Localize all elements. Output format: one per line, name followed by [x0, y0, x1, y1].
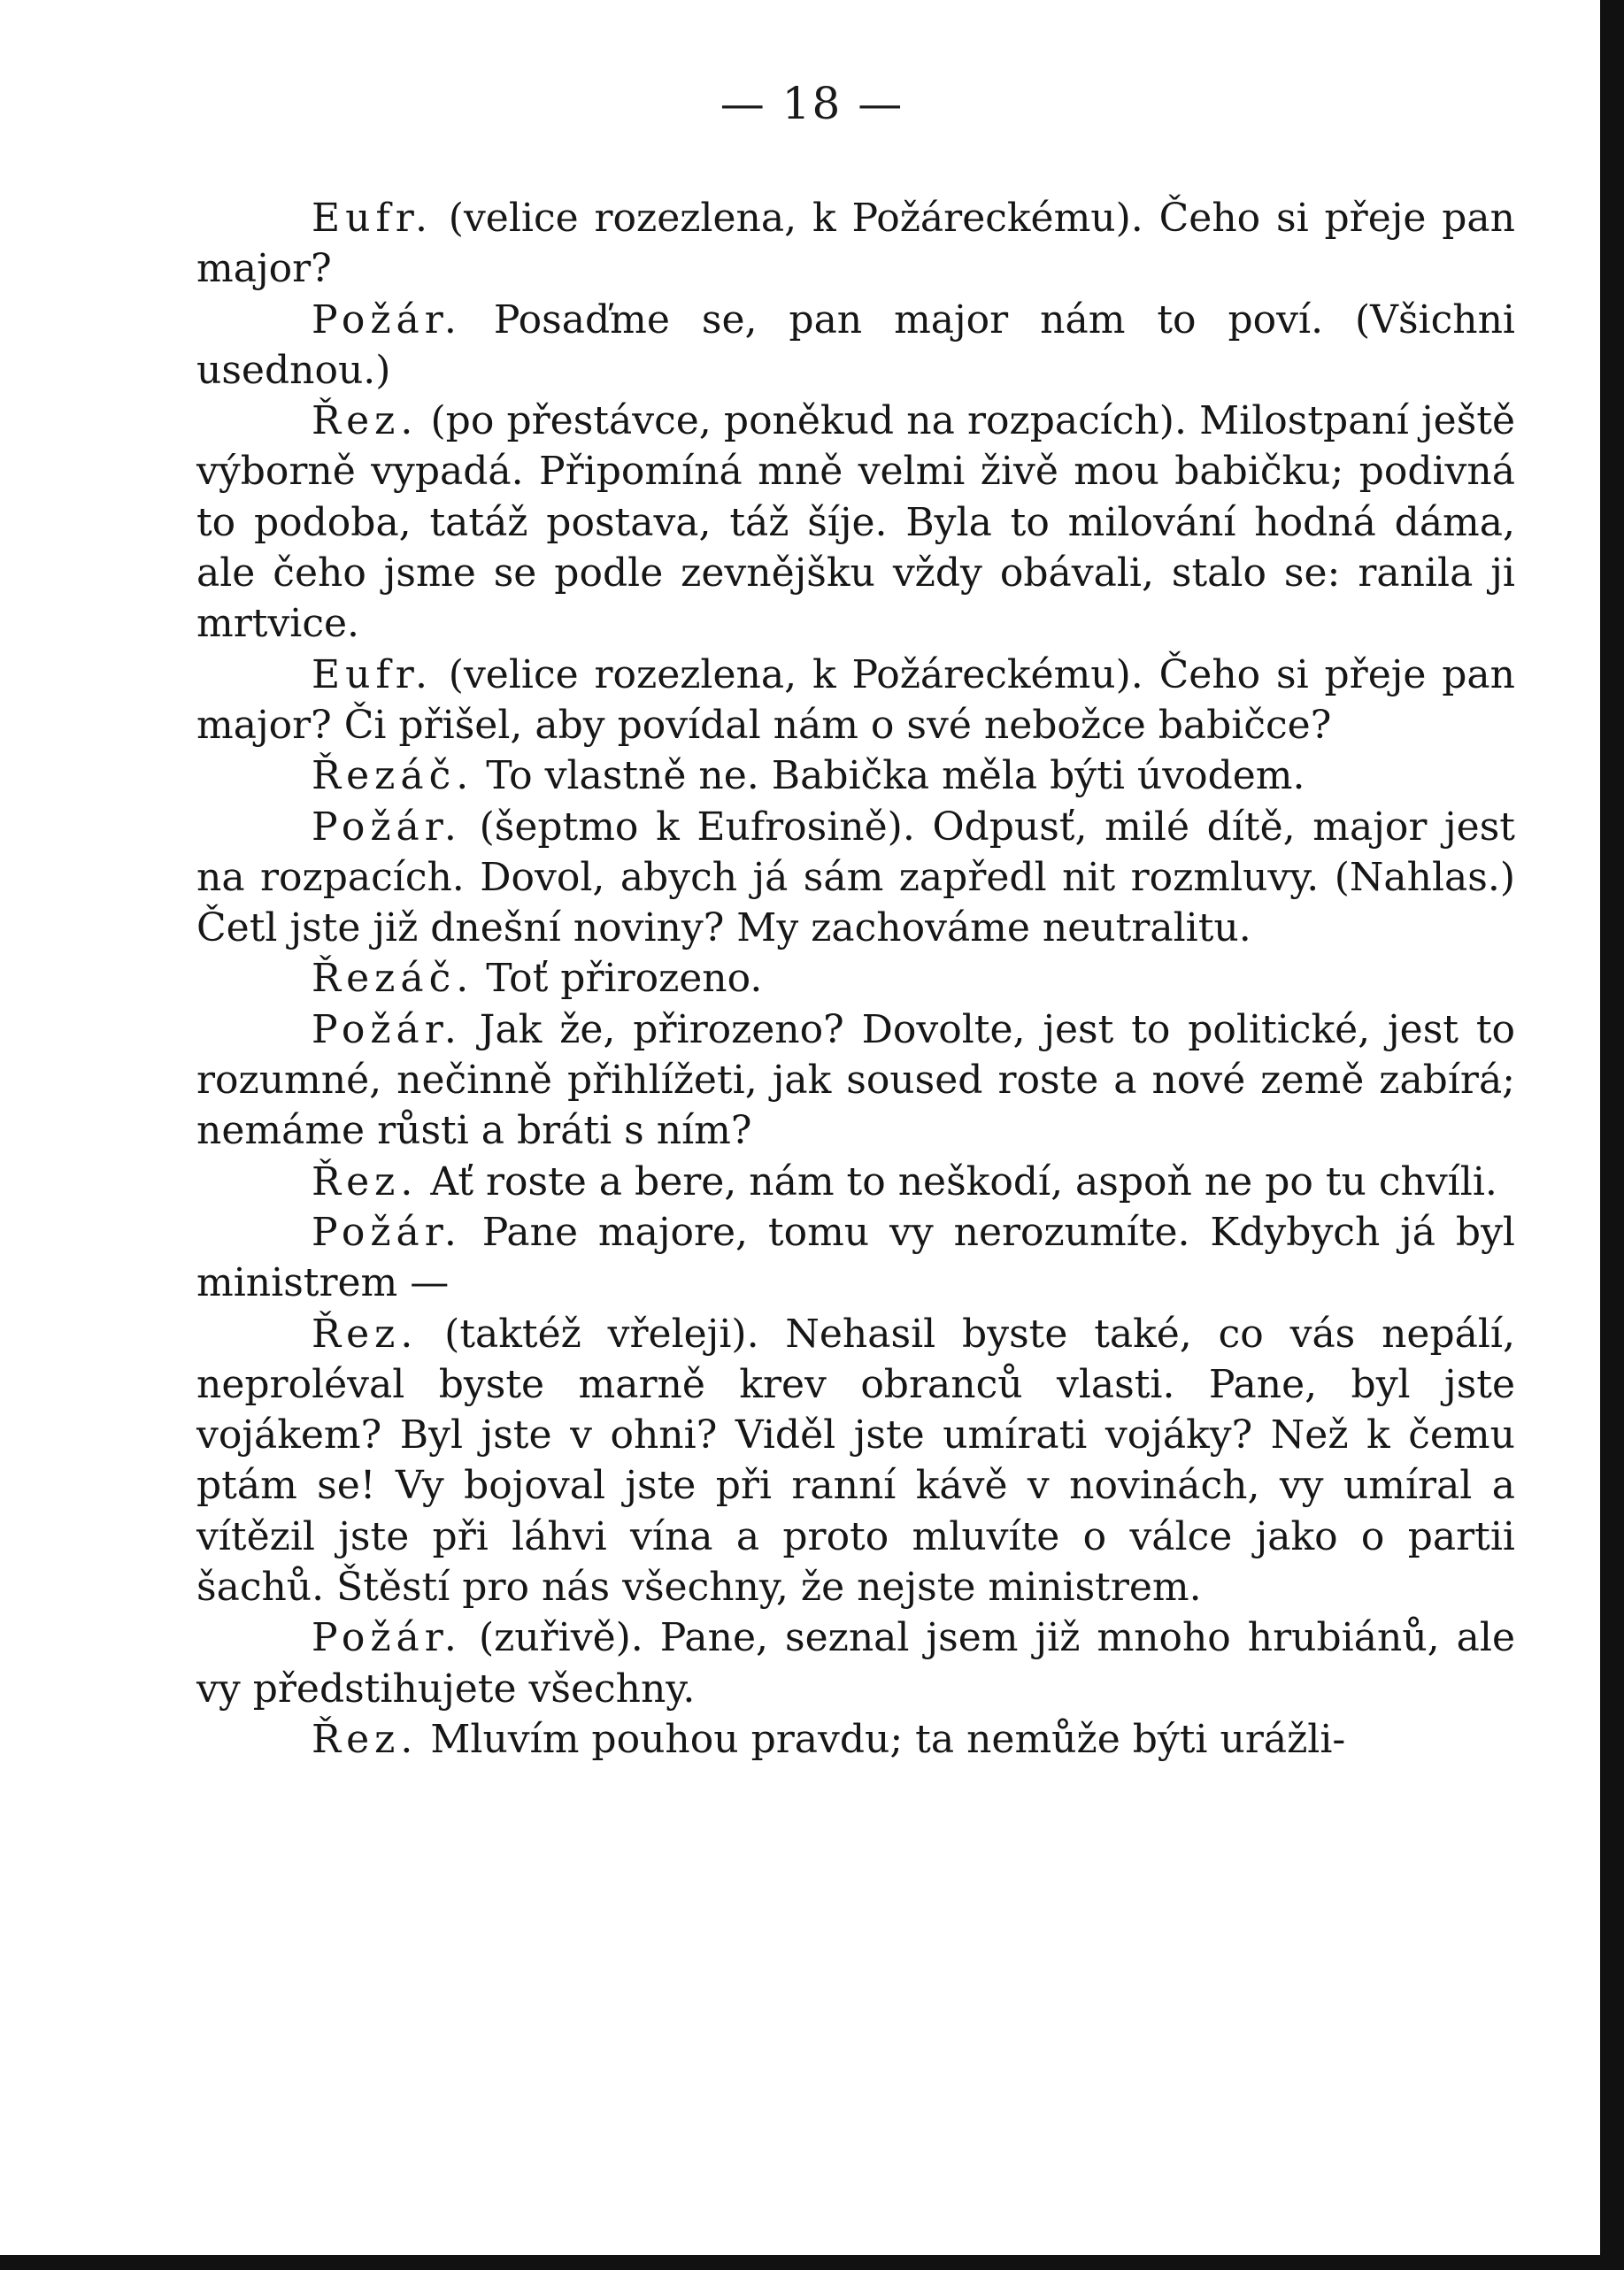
- paragraph-text: (taktéž vřeleji). Nehasil byste také, co vás nepálí, neproléval byste marně krev obranců vlasti. Pane, byl jste vojákem? Byl jste v ohni? Viděl jste umírati vojáky? Než k čemu ptám se! Vy bojoval jste při ranní kávě v novinách, vy umíral a vítězil jste při láhvi vína a proto mluvíte o válce jako o partii šachů. Štěstí pro nás všechny, že nejste ministrem.: [196, 1311, 1515, 1611]
- dialogue-paragraph: [196, 1714, 1515, 1765]
- speaker-name: Řez.: [312, 1311, 419, 1357]
- scan-border-right: [1600, 0, 1624, 2270]
- speaker-name: Požár.: [312, 296, 462, 342]
- paragraph-text: Pane majore, tomu vy nerozumíte. Kdybych já byl ministrem —: [196, 1209, 1515, 1306]
- paragraph-text: Mluvím pouhou pravdu; ta nemůže býti urážli-: [418, 1716, 1346, 1762]
- speaker-name: Požár.: [312, 1006, 462, 1052]
- dialogue-paragraph: [196, 295, 1515, 396]
- speaker-name: Řez.: [312, 398, 419, 444]
- dialogue-paragraph: [196, 650, 1515, 751]
- paragraph-text: Jak že, přirozeno? Dovolte, jest to politické, jest to rozumné, nečinně přihlížeti, jak soused roste a nové země zabírá; nemáme růsti a bráti s ním?: [196, 1006, 1515, 1154]
- paragraph-text: (velice rozezlena, k Požáreckému). Čeho si přeje pan major?: [196, 196, 1515, 292]
- speaker-name: Řez.: [312, 1716, 419, 1762]
- paragraph-text: Ať roste a bere, nám to neškodí, aspoň ne po tu chvíli.: [418, 1158, 1497, 1204]
- dialogue-paragraph: [196, 1157, 1515, 1207]
- dialogue-text: [196, 193, 1515, 1765]
- dialogue-paragraph: [196, 750, 1515, 801]
- dialogue-paragraph: [196, 1207, 1515, 1309]
- speaker-name: Eufr.: [312, 196, 433, 241]
- speaker-name: Požár.: [312, 804, 462, 850]
- dialogue-paragraph: [196, 802, 1515, 954]
- scan-border-bottom: [0, 2255, 1624, 2270]
- speaker-name: Řezáč.: [312, 956, 474, 1002]
- paragraph-text: Posaďme se, pan major nám to poví. (Všichni usednou.): [196, 296, 1515, 393]
- paragraph-text: To vlastně ne. Babička měla býti úvodem.: [473, 753, 1305, 799]
- speaker-name: Požár.: [312, 1615, 462, 1661]
- dialogue-paragraph: [196, 396, 1515, 649]
- dialogue-paragraph: [196, 1612, 1515, 1714]
- paragraph-text: (šeptmo k Eufrosině). Odpusť, milé dítě, major jest na rozpacích. Dovol, abych já sám zapředl nit rozmluvy. (Nahlas.) Četl jste již dnešní noviny? My zachováme neutralitu.: [196, 804, 1515, 951]
- paragraph-text: (zuřivě). Pane, seznal jsem již mnoho hrubiánů, ale vy předstihujete všechny.: [196, 1615, 1515, 1712]
- dialogue-paragraph: [196, 1004, 1515, 1157]
- speaker-name: Požár.: [312, 1209, 462, 1255]
- dialogue-paragraph: [196, 193, 1515, 295]
- speaker-name: Řezáč.: [312, 753, 474, 799]
- speaker-name: Řez.: [312, 1158, 419, 1204]
- dialogue-paragraph: [196, 1309, 1515, 1613]
- page-number: — 18 —: [720, 78, 904, 129]
- speaker-name: Eufr.: [312, 651, 433, 697]
- paragraph-text: (velice rozezlena, k Požáreckému). Čeho si přeje pan major? Či přišel, aby povídal nám o své nebožce babičce?: [196, 651, 1515, 748]
- dialogue-paragraph: [196, 953, 1515, 1004]
- paragraph-text: (po přestávce, poněkud na rozpacích). Milostpaní ještě výborně vypadá. Připomíná mně velmi živě mou babičku; podivná to podoba, tatáž postava, táž šíje. Byla to milování hodná dáma, ale čeho jsme se podle zevnějšku vždy obávali, stalo se: ranila ji mrtvice.: [196, 398, 1515, 647]
- paragraph-text: Toť přirozeno.: [473, 956, 763, 1002]
